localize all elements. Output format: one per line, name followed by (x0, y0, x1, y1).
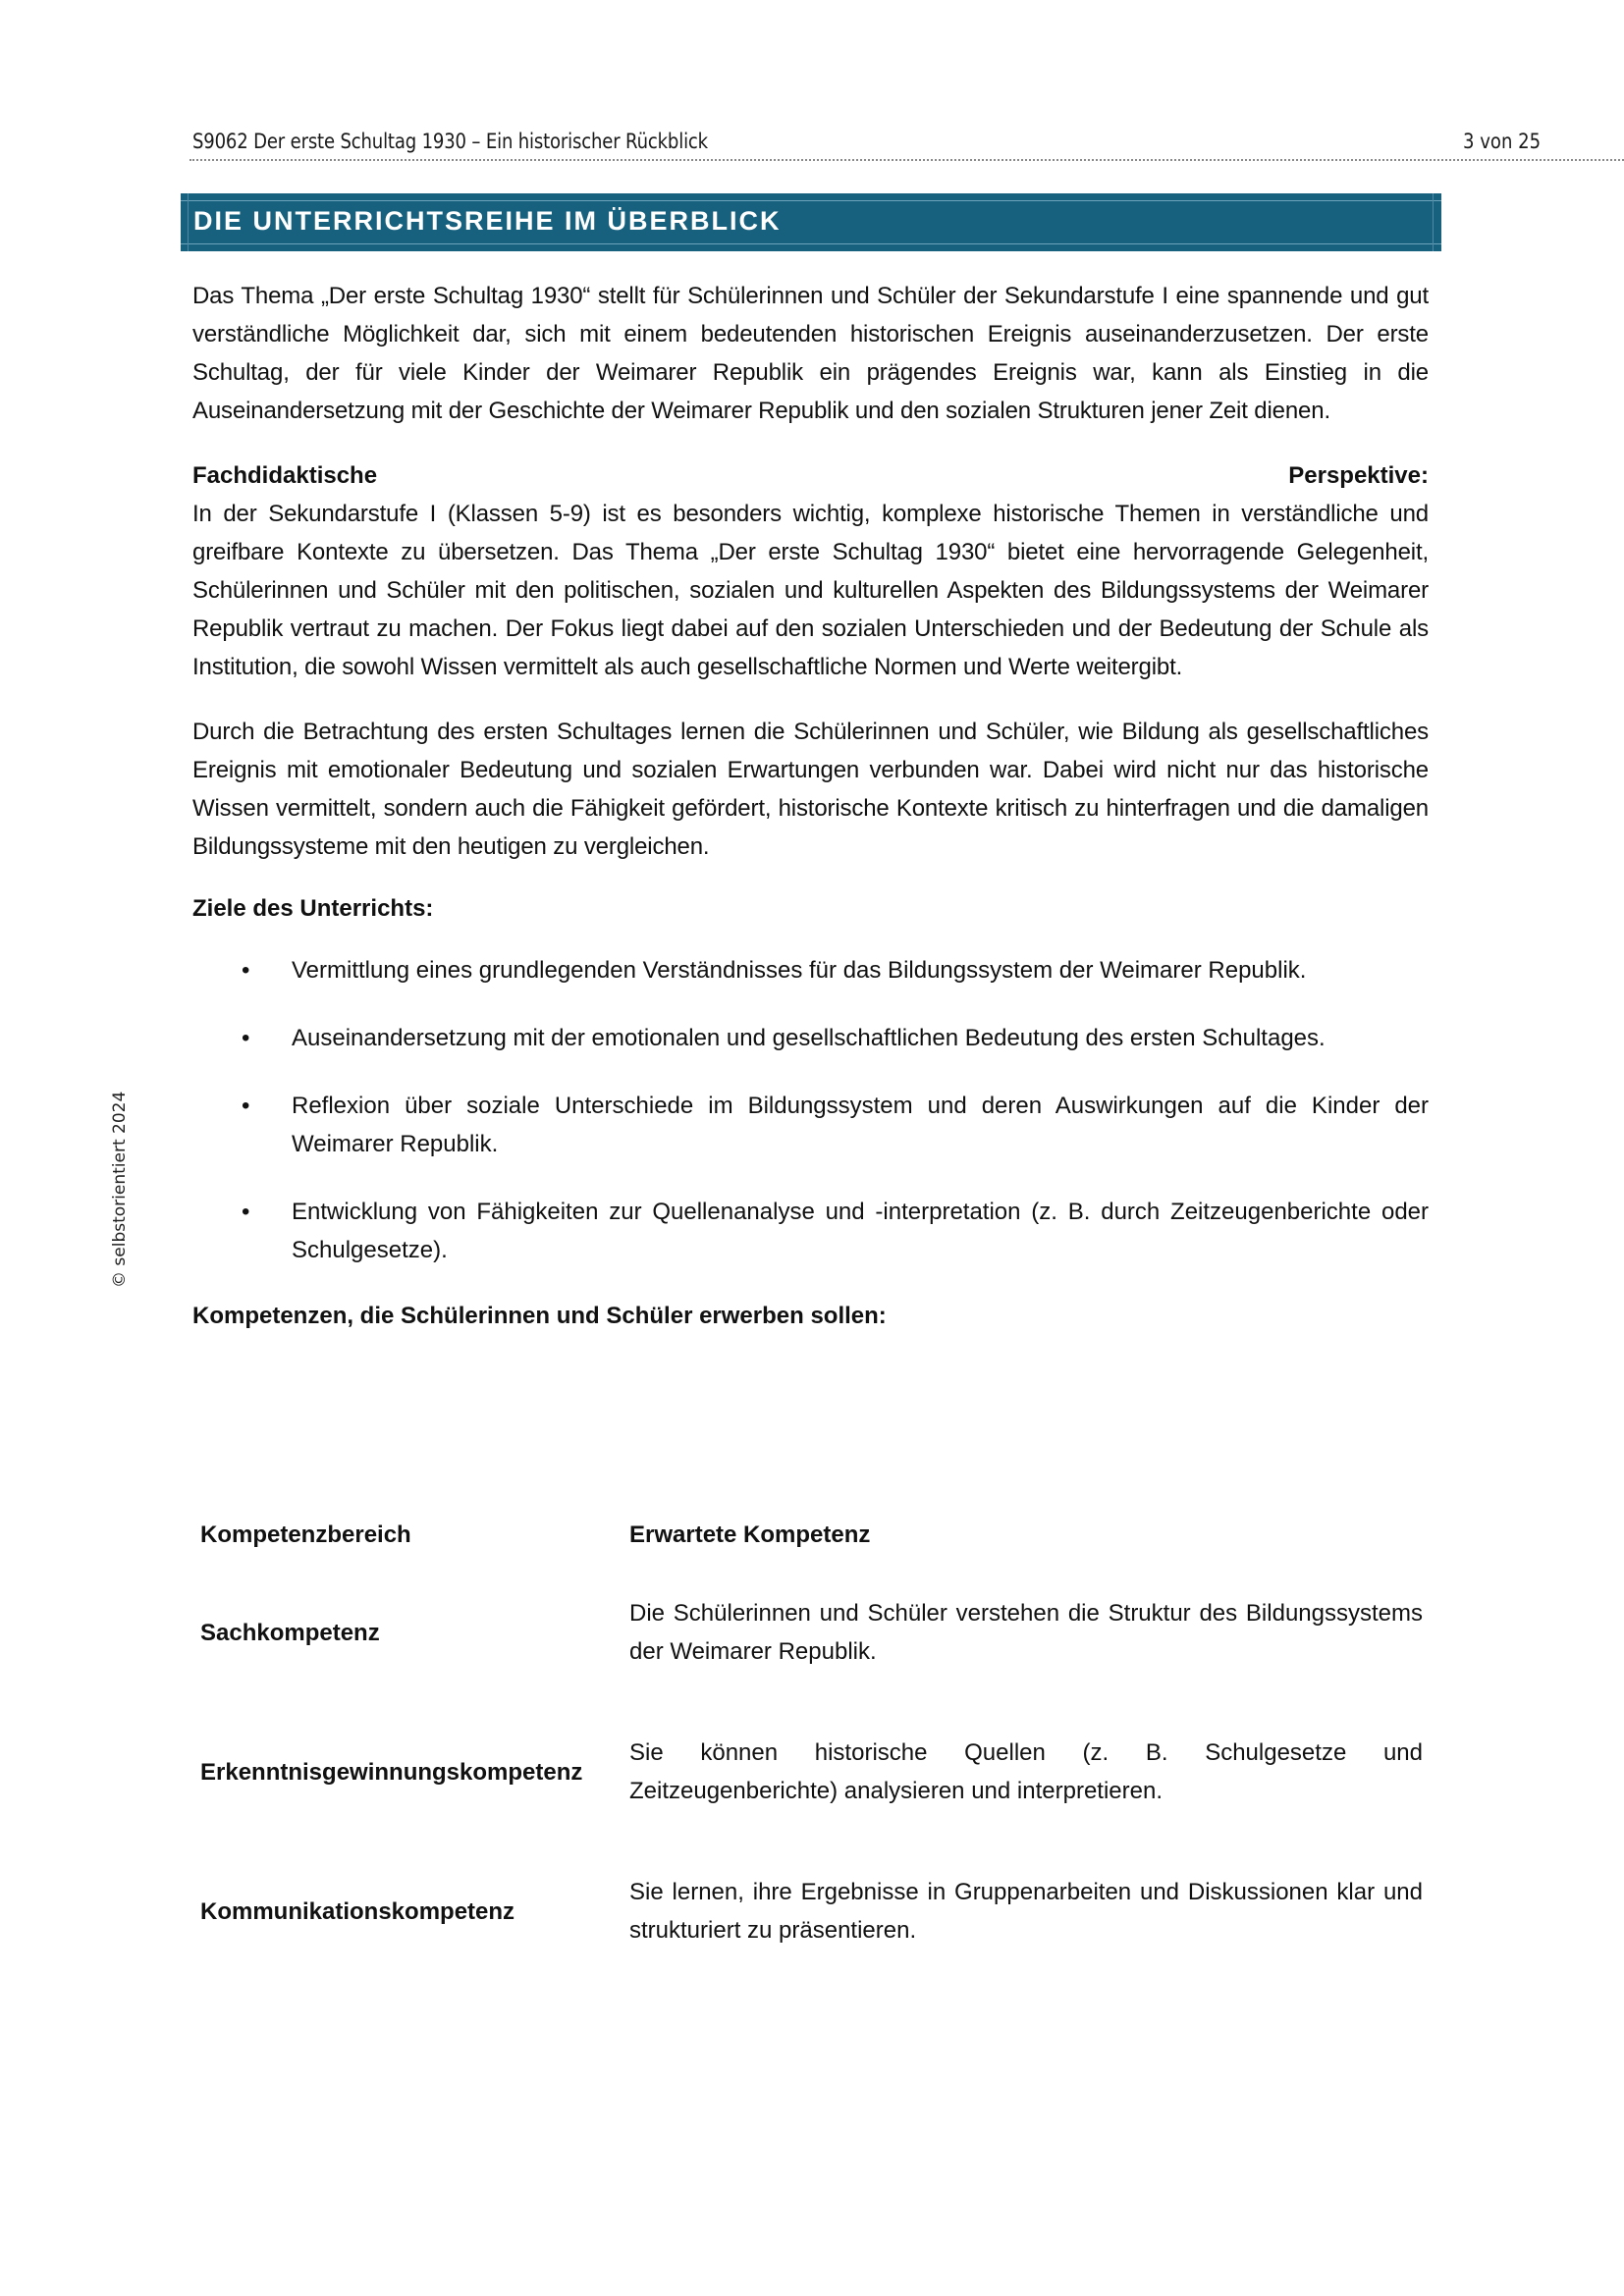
goal-item (192, 1193, 1429, 1269)
goal-text: Entwicklung von Fähigkeiten zur Quellenanalyse und -interpretation (z. B. durch Zeitzeugenberichte oder Schulgesetze). (292, 1199, 1429, 1263)
goal-text: Auseinandersetzung mit der emotionalen und gesellschaftlichen Bedeutung des ersten Schultages. (292, 1025, 1326, 1051)
goal-text: Reflexion über soziale Unterschiede im Bildungssystem und deren Auswirkungen auf die Kinder der Weimarer Republik. (292, 1093, 1429, 1157)
table-header-row (200, 1512, 1423, 1557)
bullet-icon: • (242, 1093, 250, 1119)
table-row (200, 1873, 1423, 1949)
table-row (200, 1734, 1423, 1810)
section-title: DIE UNTERRICHTSREIHE IM ÜBERBLICK (193, 206, 782, 236)
competencies-heading: Kompetenzen, die Schülerinnen und Schüler erwerben sollen: (192, 1303, 887, 1329)
expected-competency: Die Schülerinnen und Schüler verstehen die Struktur des Bildungssystems der Weimarer Republik. (629, 1600, 1423, 1665)
goals-heading: Ziele des Unterrichts: (192, 895, 434, 922)
table-row (200, 1594, 1423, 1671)
didactic-paragraph-1: In der Sekundarstufe I (Klassen 5-9) ist es besonders wichtig, komplexe historische Themen in verständliche und greifbare Kontexte zu übersetzen. Das Thema „Der erste Schultag 1930“ bietet eine hervorragende Gelegenheit, Schülerinnen und Schüler mit den politischen, sozialen und kulturellen Aspekten des Bildungssystems der Weimarer Republik vertraut zu machen. Der Fokus liegt dabei auf den sozialen Unterschieden und der Bedeutung der Schule als Institution, die sowohl Wissen vermittelt als auch gesellschaftliche Normen und Werte weitergibt. (192, 501, 1429, 680)
section-banner (181, 193, 1441, 251)
main-content (192, 277, 1429, 1335)
goal-item (192, 951, 1429, 989)
didactic-heading-right: Perspektive: (1288, 462, 1429, 489)
competency-table (200, 1512, 1423, 1949)
expected-competency: Sie lernen, ihre Ergebnisse in Gruppenarbeiten und Diskussionen klar und strukturiert zu präsentieren. (629, 1879, 1423, 1944)
goal-item (192, 1087, 1429, 1163)
expected-competency: Sie können historische Quellen (z. B. Schulgesetze und Zeitzeugenberichte) analysieren und interpretieren. (629, 1739, 1423, 1804)
didactic-heading (192, 456, 1429, 495)
column-header-expected: Erwartete Kompetenz (629, 1521, 871, 1548)
didactic-heading-left: Fachdidaktische (192, 462, 378, 489)
didactic-paragraph-2: Durch die Betrachtung des ersten Schultages lernen die Schülerinnen und Schüler, wie Bildung als gesellschaftliches Ereignis mit emotionaler Bedeutung und sozialen Erwartungen verbunden war. Dabei wird nicht nur das historische Wissen vermittelt, sondern auch die Fähigkeit gefördert, historische Kontexte kritisch zu hinterfragen und die damaligen Bildungssysteme mit den heutigen zu vergleichen. (192, 719, 1429, 860)
column-header-area: Kompetenzbereich (200, 1521, 411, 1548)
goals-list (192, 951, 1429, 1269)
bullet-icon: • (242, 1025, 250, 1051)
bullet-icon: • (242, 957, 250, 984)
bullet-icon: • (242, 1199, 250, 1225)
goal-text: Vermittlung eines grundlegenden Verständnisses für das Bildungssystem der Weimarer Republik. (292, 957, 1307, 984)
competency-area: Sachkompetenz (200, 1619, 380, 1646)
competency-area: Erkenntnisgewinnungskompetenz (200, 1758, 583, 1786)
document-title: S9062 Der erste Schultag 1930 – Ein historischer Rückblick (192, 130, 708, 153)
page-header (189, 126, 1624, 161)
copyright-notice: © selbstorientiert 2024 (110, 1091, 130, 1288)
page-number: 3 von 25 (1463, 130, 1542, 153)
competency-area: Kommunikationskompetenz (200, 1897, 515, 1925)
intro-paragraph: Das Thema „Der erste Schultag 1930“ stellt für Schülerinnen und Schüler der Sekundarstufe I eine spannende und gut verständliche Möglichkeit dar, sich mit einem bedeutenden historischen Ereignis auseinanderzusetzen. Der erste Schultag, der für viele Kinder der Weimarer Republik ein prägendes Ereignis war, kann als Einstieg in die Auseinandersetzung mit der Geschichte der Weimarer Republik und den sozialen Strukturen jener Zeit dienen. (192, 283, 1429, 424)
goal-item (192, 1019, 1429, 1057)
